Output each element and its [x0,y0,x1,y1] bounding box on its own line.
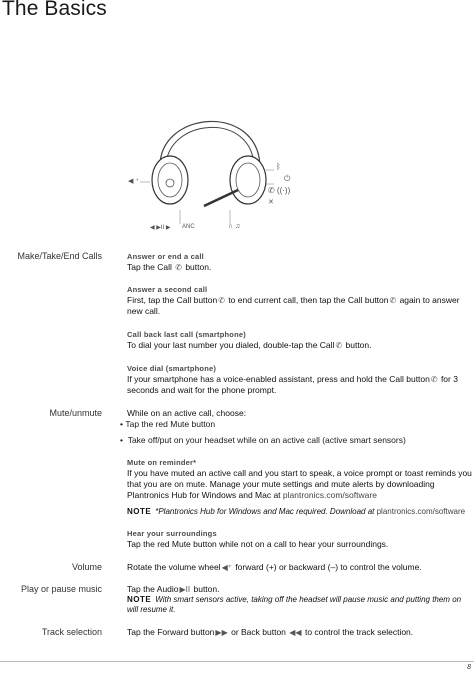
section-play-pause: Play or pause music [20,584,102,594]
voice-dial-block [127,364,473,396]
call-back-heading: Call back last call (smartphone) [127,330,246,339]
page-title: The Basics [2,0,107,20]
call-icon: ✆ [218,296,225,305]
answer-end-heading: Answer or end a call [127,252,204,261]
bluetooth-icon: ᛒ [276,162,281,171]
bullet-2: • Take off/put on your headset while on an active call (active smart sensors) [120,435,406,445]
call-back-block [127,330,473,351]
bullet-1: • Tap the red Mute button [120,419,216,429]
surroundings-text: Tap the red Mute button while not on a call to hear your surroundings. [127,539,389,549]
track-block [127,627,473,638]
volume-text: Rotate the volume wheel◀⁺ forward (+) or backward (–) to control the volume. [127,562,422,572]
answer-second-heading: Answer a second call [127,285,208,294]
call-back-text: To dial your last number you dialed, double-tap the Call✆ button. [127,340,372,350]
volume-icon: ◀ ⁺ [128,178,140,185]
mute-reminder-block [127,458,473,501]
headset-illustration [120,90,300,240]
call-icon: ✆ [430,375,438,384]
voice-dial-heading: Voice dial (smartphone) [127,364,217,373]
track-text: Tap the Forward button▶▶ or Back button ◀◀ to control the track selection. [127,627,414,637]
section-make-take-end: Make/Take/End Calls [17,251,102,261]
answer-second-text: First, tap the Call button✆ to end current call, then tap the Call button✆ again to answer new call. [127,295,460,316]
answer-end-text: Tap the Call ✆ button. [127,262,212,272]
mute-intro: While on an active call, choose: [127,408,247,418]
forward-icon: ▶▶ [215,628,228,637]
audio-icon: ◀ ▶II ▶ [150,225,171,231]
section-track: Track selection [41,627,102,637]
plantronics-link[interactable]: plantronics.com/software [376,507,466,516]
power-icon: ⏻ [284,174,291,183]
section-volume: Volume [71,562,102,572]
play-pause-block [127,584,473,615]
call-icon: ✆ [175,263,182,272]
call-icon: ✆ [389,296,397,305]
play-pause-text: Tap the Audio▶II button. [127,584,220,594]
mute-block [127,408,473,419]
anc-label: ANC [182,224,195,230]
sensor-icon: ∩ ♫ [228,223,241,230]
volume-block [127,562,473,573]
answer-second-block [127,285,473,317]
audio-icon: ▶II [179,585,191,594]
footer-divider [0,661,474,662]
call-icon: ✆ [335,341,343,350]
mute-reminder-heading: Mute on reminder* [127,458,197,467]
note-hub: NOTE *Plantronics Hub for Windows and Mac required. Download at plantronics.com/software [127,507,466,516]
back-icon: ◀◀ [289,628,302,637]
volume-icon: ◀⁺ [221,563,232,572]
voice-dial-text: If your smartphone has a voice-enabled assistant, press and hold the Call button✆ for 3 seconds and wait for the phone prompt. [127,374,458,395]
surroundings-heading: Hear your surroundings [127,529,217,538]
play-pause-note: NOTE With smart sensors active, taking off the headset will pause music and putting them on will resume it. [127,595,462,614]
page-number: 8 [467,664,471,671]
plantronics-link[interactable]: plantronics.com/software [282,490,377,500]
mute-icon: ✕ [268,199,274,206]
answer-end-block [127,252,473,273]
mute-reminder-text: If you have muted an active call and you start to speak, a voice prompt or toast reminds you that you are on mute. Manage your mute settings and mute alerts by downloading Plantronics Hub for Windows and Mac at plantronics.com/software [127,468,472,500]
section-mute: Mute/unmute [49,408,102,418]
surroundings-block [127,529,473,550]
call-icon: ✆ ((·)) [268,186,291,195]
